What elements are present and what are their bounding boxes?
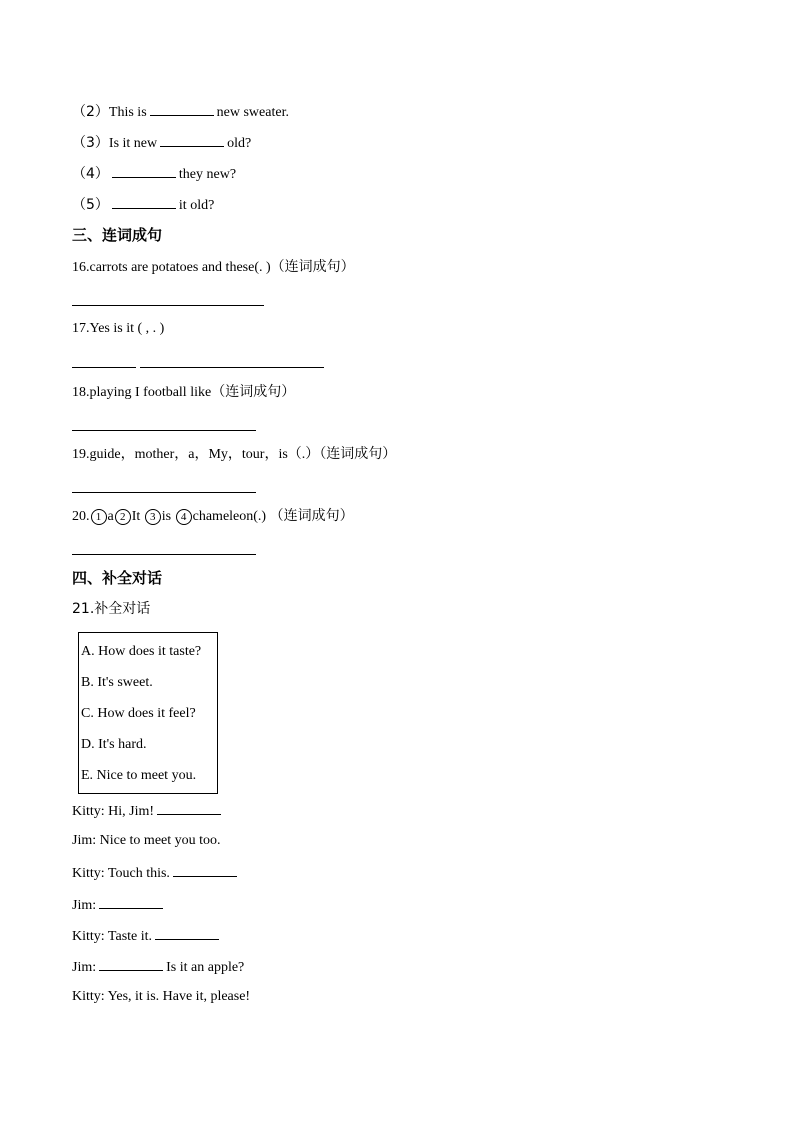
- section-heading-4: 四、补全对话: [72, 569, 163, 587]
- question-item-3: [72, 132, 251, 154]
- item-text-after: they new?: [178, 167, 237, 182]
- answer-blank[interactable]: [160, 132, 224, 147]
- question-20: [72, 506, 354, 527]
- answer-blank[interactable]: [173, 862, 237, 877]
- word: is: [161, 509, 172, 524]
- item-number: （2）: [72, 104, 109, 120]
- dialogue-text-rest: Is it an apple?: [166, 960, 245, 975]
- item-number: （3）: [72, 135, 109, 151]
- question-tag: （连词成句）: [211, 384, 296, 400]
- answer-blank[interactable]: [150, 101, 214, 116]
- answer-blank[interactable]: [157, 800, 221, 815]
- option-e: E. Nice to meet you.: [81, 768, 197, 783]
- options-box: [78, 632, 218, 794]
- question-item-2: [72, 101, 289, 123]
- question-tag: （连词成句）: [319, 446, 397, 462]
- dialogue-line-5: [72, 925, 222, 947]
- dialogue-text: Kitty: Yes, it is. Have it, please!: [72, 989, 251, 1004]
- item-text-before: This is: [108, 105, 147, 120]
- answer-blank[interactable]: [155, 925, 219, 940]
- option-c: C. How does it feel?: [81, 706, 196, 721]
- option-d: D. It's hard.: [81, 737, 147, 752]
- dialogue-text: Jim:: [72, 898, 97, 913]
- answer-line[interactable]: [72, 367, 136, 368]
- question-tag: （连词成句）: [269, 508, 354, 524]
- circled-number: 3: [145, 509, 161, 525]
- question-text: 16.carrots are potatoes and these(. ): [72, 260, 271, 275]
- question-item-4: [72, 163, 236, 185]
- dialogue-line-7: [72, 987, 250, 1007]
- item-text-before: Is it new: [108, 136, 158, 151]
- answer-blank[interactable]: [99, 894, 163, 909]
- item-text-after: it old?: [178, 198, 215, 213]
- answer-line[interactable]: [72, 492, 256, 493]
- question-17: [72, 319, 164, 339]
- question-text: 19.guide，mother，a，My，tour，is（.）: [72, 447, 320, 462]
- question-18: [72, 382, 295, 403]
- answer-line[interactable]: [72, 305, 264, 306]
- question-number: 20.: [72, 509, 90, 524]
- word: It: [131, 509, 141, 524]
- dialogue-text: Kitty: Touch this.: [72, 866, 170, 881]
- option-b: B. It's sweet.: [81, 675, 153, 690]
- item-number: （5）: [72, 197, 109, 213]
- circled-number: 1: [91, 509, 107, 525]
- question-text: 18.playing I football like: [72, 385, 212, 400]
- dialogue-text: Jim: Nice to meet you too.: [72, 833, 221, 848]
- dialogue-line-3: [72, 862, 240, 884]
- item-number: （4）: [72, 166, 109, 182]
- circled-number: 4: [176, 509, 192, 525]
- option-a: A. How does it taste?: [81, 644, 202, 659]
- question-tag: （连词成句）: [270, 259, 355, 275]
- question-text: 17.Yes is it ( , . ): [72, 321, 165, 336]
- dialogue-line-1: [72, 800, 224, 822]
- dialogue-text: Kitty: Hi, Jim!: [72, 804, 155, 819]
- item-text-after: old?: [227, 136, 252, 151]
- section-heading-3: 三、连词成句: [72, 226, 163, 244]
- question-16: [72, 257, 355, 278]
- question-19: [72, 444, 396, 465]
- answer-line[interactable]: [140, 367, 324, 368]
- word: a: [107, 509, 114, 524]
- answer-blank[interactable]: [112, 194, 176, 209]
- dialogue-line-4: [72, 894, 166, 916]
- answer-line[interactable]: [72, 554, 256, 555]
- item-text-after: new sweater.: [216, 105, 289, 120]
- answer-blank[interactable]: [112, 163, 176, 178]
- word: chameleon(.): [192, 509, 267, 524]
- answer-blank[interactable]: [99, 956, 163, 971]
- dialogue-line-6: [72, 956, 244, 978]
- dialogue-line-2: [72, 831, 221, 851]
- dialogue-text: Jim:: [72, 960, 97, 975]
- answer-line[interactable]: [72, 430, 256, 431]
- question-21: 21.补全对话: [72, 601, 151, 617]
- dialogue-text: Kitty: Taste it.: [72, 929, 153, 944]
- question-item-5: [72, 194, 214, 216]
- circled-number: 2: [115, 509, 131, 525]
